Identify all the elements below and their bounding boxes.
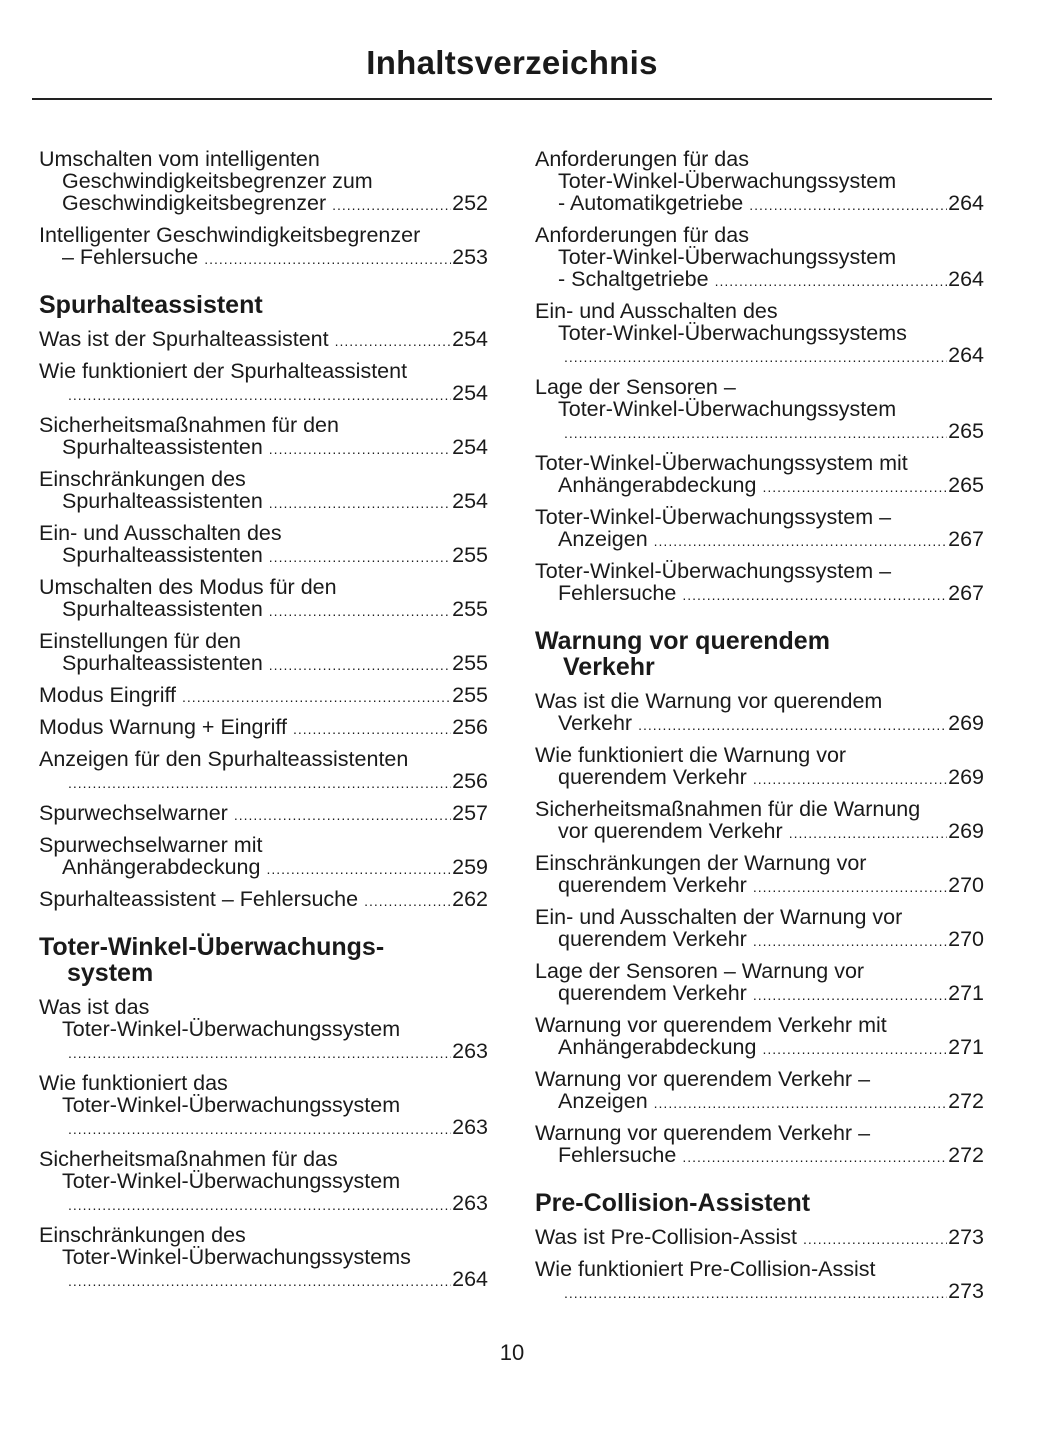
dot-leader xyxy=(269,600,451,622)
dot-leader xyxy=(638,714,947,736)
entry-title-line: Anforderungen für das xyxy=(535,223,749,247)
toc-entry[interactable] xyxy=(535,852,984,898)
section-heading xyxy=(535,628,984,680)
entry-title-line: Toter-Winkel-Überwachungssystem xyxy=(62,1093,401,1117)
entry-page-number: 255 xyxy=(452,683,488,707)
toc-entry[interactable] xyxy=(535,1258,984,1304)
toc-entry[interactable] xyxy=(535,1122,984,1168)
entry-page-number: 263 xyxy=(452,1191,488,1215)
toc-entry[interactable] xyxy=(39,748,488,794)
dot-leader xyxy=(182,686,451,708)
toc-entry[interactable] xyxy=(39,1072,488,1140)
dot-leader xyxy=(234,804,451,826)
dot-leader xyxy=(332,194,451,216)
entry-title-line: Spurhalteassistenten xyxy=(62,651,263,675)
entry-title-line: Toter-Winkel-Überwachungssystem xyxy=(62,1169,401,1193)
dot-leader xyxy=(682,1146,947,1168)
dot-leader xyxy=(68,1194,451,1216)
entry-title-line: Intelligenter Geschwindigkeitsbegrenzer xyxy=(39,223,421,247)
dot-leader xyxy=(564,1282,947,1304)
entry-page-number: 255 xyxy=(452,597,488,621)
dot-leader xyxy=(68,1270,451,1292)
entry-page-number: 272 xyxy=(948,1143,984,1167)
entry-page-number: 271 xyxy=(948,981,984,1005)
title-divider xyxy=(32,98,992,100)
entry-title-line: Sicherheitsmaßnahmen für das xyxy=(39,1147,338,1171)
page-number: 10 xyxy=(499,1340,525,1365)
entry-title-line: Fehlersuche xyxy=(558,581,677,605)
section-heading xyxy=(39,934,488,986)
toc-entry[interactable] xyxy=(39,360,488,406)
entry-title-line: Sicherheitsmaßnahmen für den xyxy=(39,413,339,437)
entry-title-line: Anhängerabdeckung xyxy=(62,855,261,879)
dot-leader xyxy=(68,384,451,406)
entry-title-line: - Automatikgetriebe xyxy=(558,191,744,215)
entry-page-number: 264 xyxy=(948,343,984,367)
entry-page-number: 254 xyxy=(452,489,488,513)
entry-title-line: Einschränkungen des xyxy=(39,467,246,491)
toc-entry[interactable] xyxy=(535,906,984,952)
entry-page-number: 273 xyxy=(948,1225,984,1249)
entry-title-line: Umschalten des Modus für den xyxy=(39,575,337,599)
entry-page-number: 273 xyxy=(948,1279,984,1303)
dot-leader xyxy=(266,858,451,880)
entry-title-line: Einschränkungen des xyxy=(39,1223,246,1247)
entry-title-line: Warnung vor querendem Verkehr – xyxy=(535,1067,871,1091)
section-heading-line: Warnung vor querendem xyxy=(535,627,830,655)
entry-title-line: querendem Verkehr xyxy=(558,927,747,951)
dot-leader xyxy=(564,422,947,444)
toc-entry[interactable] xyxy=(39,716,488,740)
dot-leader xyxy=(293,718,451,740)
entry-title-line: - Schaltgetriebe xyxy=(558,267,709,291)
entry-page-number: 255 xyxy=(452,543,488,567)
entry-title-line: querendem Verkehr xyxy=(558,981,747,1005)
toc-entry[interactable] xyxy=(39,1224,488,1292)
entry-page-number: 259 xyxy=(452,855,488,879)
entry-page-number: 270 xyxy=(948,873,984,897)
toc-entry[interactable] xyxy=(535,744,984,790)
toc-entry[interactable] xyxy=(39,522,488,568)
page-title: Inhaltsverzeichnis xyxy=(366,44,658,81)
toc-entry[interactable] xyxy=(535,798,984,844)
entry-page-number: 264 xyxy=(948,267,984,291)
section-heading-line: Pre-Collision-Assistent xyxy=(535,1189,811,1217)
entry-title-line: Anhängerabdeckung xyxy=(558,473,757,497)
entry-title-line: Ein- und Ausschalten der Warnung vor xyxy=(535,905,903,929)
entry-page-number: 269 xyxy=(948,765,984,789)
dot-leader xyxy=(762,476,947,498)
toc-entry[interactable] xyxy=(535,1068,984,1114)
entry-page-number: 252 xyxy=(452,191,488,215)
dot-leader xyxy=(269,438,451,460)
section-heading-line: Verkehr xyxy=(563,653,655,681)
entry-title-line: Einschränkungen der Warnung vor xyxy=(535,851,867,875)
entry-title-line: Toter-Winkel-Überwachungssystems xyxy=(62,1245,411,1269)
toc-entry[interactable] xyxy=(39,834,488,880)
dot-leader xyxy=(762,1038,947,1060)
dot-leader xyxy=(682,584,947,606)
dot-leader xyxy=(753,768,947,790)
entry-title-line: Geschwindigkeitsbegrenzer zum xyxy=(62,169,373,193)
entry-title-line: Anhängerabdeckung xyxy=(558,1035,757,1059)
dot-leader xyxy=(269,492,451,514)
toc-entry[interactable] xyxy=(535,224,984,292)
dot-leader xyxy=(654,1092,947,1114)
entry-title-line: Spurhalteassistenten xyxy=(62,543,263,567)
entry-title-line: Wie funktioniert Pre-Collision-Assist xyxy=(535,1257,876,1281)
toc-entry[interactable] xyxy=(39,996,488,1064)
entry-page-number: 262 xyxy=(452,887,488,911)
toc-entry[interactable] xyxy=(39,630,488,676)
entry-page-number: 267 xyxy=(948,527,984,551)
dot-leader xyxy=(68,1118,451,1140)
toc-entry[interactable] xyxy=(39,414,488,460)
entry-title-line: Warnung vor querendem Verkehr mit xyxy=(535,1013,887,1037)
entry-page-number: 255 xyxy=(452,651,488,675)
entry-page-number: 272 xyxy=(948,1089,984,1113)
entry-title-line: vor querendem Verkehr xyxy=(558,819,783,843)
entry-title-line: Wie funktioniert die Warnung vor xyxy=(535,743,847,767)
toc-entry[interactable] xyxy=(535,1226,984,1250)
entry-page-number: 264 xyxy=(452,1267,488,1291)
dot-leader xyxy=(789,822,947,844)
entry-title-line: Toter-Winkel-Überwachungssystem mit xyxy=(535,451,908,475)
entry-title-line: Toter-Winkel-Überwachungssystems xyxy=(558,321,907,345)
entry-page-number: 254 xyxy=(452,327,488,351)
entry-page-number: 267 xyxy=(948,581,984,605)
entry-page-number: 270 xyxy=(948,927,984,951)
dot-leader xyxy=(654,530,947,552)
dot-leader xyxy=(269,654,451,676)
entry-title-line: Anzeigen xyxy=(558,527,648,551)
entry-title-line: Spurhalteassistenten xyxy=(62,435,263,459)
toc-entry[interactable] xyxy=(535,300,984,368)
dot-leader xyxy=(715,270,948,292)
entry-page-number: 271 xyxy=(948,1035,984,1059)
dot-leader xyxy=(204,248,451,270)
toc-entry[interactable] xyxy=(39,224,488,270)
entry-title-line: Toter-Winkel-Überwachungssystem xyxy=(62,1017,401,1041)
entry-title-line: Toter-Winkel-Überwachungssystem – xyxy=(535,505,892,529)
section-heading-line: Spurhalteassistent xyxy=(39,291,263,319)
entry-title-line: Geschwindigkeitsbegrenzer xyxy=(62,191,327,215)
dot-leader xyxy=(269,546,451,568)
entry-title-line: Anzeigen für den Spurhalteassistenten xyxy=(39,747,409,771)
entry-title-line: Spurhalteassistenten xyxy=(62,489,263,513)
entry-title-line: Ein- und Ausschalten des xyxy=(39,521,282,545)
dot-leader xyxy=(68,1042,451,1064)
entry-page-number: 253 xyxy=(452,245,488,269)
entry-title-line: Lage der Sensoren – xyxy=(535,375,736,399)
entry-title-line: Einstellungen für den xyxy=(39,629,242,653)
entry-title-line: Umschalten vom intelligenten xyxy=(39,147,320,171)
entry-title-line: Warnung vor querendem Verkehr – xyxy=(535,1121,871,1145)
entry-title-line: Anzeigen xyxy=(558,1089,648,1113)
entry-page-number: 269 xyxy=(948,711,984,735)
section-heading xyxy=(39,292,488,318)
entry-title-line: Toter-Winkel-Überwachungssystem xyxy=(558,245,897,269)
entry-page-number: 265 xyxy=(948,473,984,497)
dot-leader xyxy=(753,984,947,1006)
toc-entry[interactable] xyxy=(535,376,984,444)
entry-title-line: Modus Warnung + Eingriff xyxy=(39,715,287,739)
entry-page-number: 264 xyxy=(948,191,984,215)
entry-title-line: Was ist Pre-Collision-Assist xyxy=(535,1225,798,1249)
entry-page-number: 265 xyxy=(948,419,984,443)
dot-leader xyxy=(564,346,947,368)
entry-title-line: querendem Verkehr xyxy=(558,765,747,789)
dot-leader xyxy=(364,890,451,912)
toc-entry[interactable] xyxy=(535,690,984,736)
dot-leader xyxy=(753,876,947,898)
entry-title-line: – Fehlersuche xyxy=(62,245,199,269)
toc-entry[interactable] xyxy=(39,888,488,912)
entry-title-line: Spurhalteassistenten xyxy=(62,597,263,621)
entry-title-line: Was ist der Spurhalteassistent xyxy=(39,327,329,351)
entry-page-number: 254 xyxy=(452,381,488,405)
section-heading-line: Toter-Winkel-Überwachungs- xyxy=(39,933,385,961)
toc-entry[interactable] xyxy=(535,452,984,498)
toc-entry[interactable] xyxy=(39,684,488,708)
toc-entry[interactable] xyxy=(39,328,488,352)
entry-title-line: querendem Verkehr xyxy=(558,873,747,897)
entry-title-line: Sicherheitsmaßnahmen für die Warnung xyxy=(535,797,921,821)
entry-page-number: 263 xyxy=(452,1115,488,1139)
toc-entry[interactable] xyxy=(535,148,984,216)
entry-title-line: Anforderungen für das xyxy=(535,147,749,171)
entry-title-line: Toter-Winkel-Überwachungssystem xyxy=(558,169,897,193)
toc-column-right xyxy=(535,148,984,1312)
entry-title-line: Spurhalteassistent – Fehlersuche xyxy=(39,887,359,911)
entry-page-number: 256 xyxy=(452,715,488,739)
dot-leader xyxy=(749,194,947,216)
toc-entry[interactable] xyxy=(535,560,984,606)
toc-entry[interactable] xyxy=(535,506,984,552)
section-heading-line: system xyxy=(67,959,154,987)
entry-page-number: 254 xyxy=(452,435,488,459)
entry-title-line: Wie funktioniert das xyxy=(39,1071,228,1095)
entry-page-number: 257 xyxy=(452,801,488,825)
entry-title-line: Was ist das xyxy=(39,995,150,1019)
dot-leader xyxy=(803,1228,947,1250)
entry-title-line: Spurwechselwarner mit xyxy=(39,833,263,857)
toc-entry[interactable] xyxy=(39,148,488,216)
dot-leader xyxy=(68,772,451,794)
toc-entry[interactable] xyxy=(535,1014,984,1060)
toc-entry[interactable] xyxy=(39,802,488,826)
entry-title-line: Fehlersuche xyxy=(558,1143,677,1167)
entry-title-line: Was ist die Warnung vor querendem xyxy=(535,689,883,713)
toc-entry[interactable] xyxy=(39,576,488,622)
entry-title-line: Verkehr xyxy=(558,711,633,735)
section-heading xyxy=(535,1190,984,1216)
entry-title-line: Ein- und Ausschalten des xyxy=(535,299,778,323)
toc-entry[interactable] xyxy=(535,960,984,1006)
entry-title-line: Toter-Winkel-Überwachungssystem xyxy=(558,397,897,421)
entry-page-number: 263 xyxy=(452,1039,488,1063)
toc-entry[interactable] xyxy=(39,1148,488,1216)
toc-column-left xyxy=(39,148,488,1300)
entry-title-line: Wie funktioniert der Spurhalteassistent xyxy=(39,359,408,383)
entry-page-number: 269 xyxy=(948,819,984,843)
entry-page-number: 256 xyxy=(452,769,488,793)
entry-title-line: Modus Eingriff xyxy=(39,683,177,707)
entry-title-line: Toter-Winkel-Überwachungssystem – xyxy=(535,559,892,583)
dot-leader xyxy=(753,930,947,952)
toc-entry[interactable] xyxy=(39,468,488,514)
entry-title-line: Lage der Sensoren – Warnung vor xyxy=(535,959,865,983)
entry-title-line: Spurwechselwarner xyxy=(39,801,228,825)
dot-leader xyxy=(335,330,452,352)
